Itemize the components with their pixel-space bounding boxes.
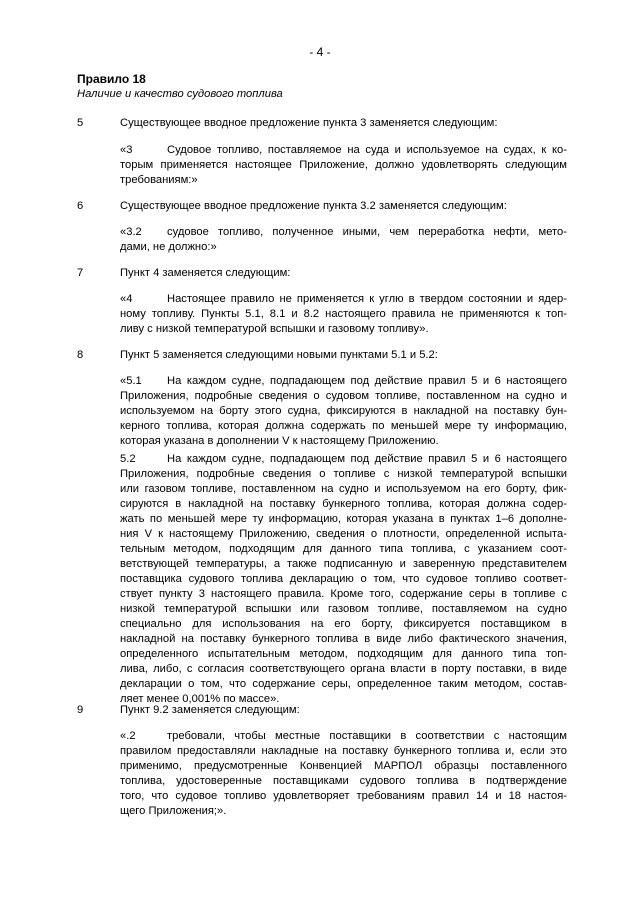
quote-line: тельным методом, подходящим для данного типа топлива, с указанием соот- — [120, 543, 567, 555]
quote-line: 5.2 На каждом судне, подпадающем под действие правил 5 и 6 настоящего — [120, 453, 567, 465]
quote-label: «3.2 — [120, 226, 142, 238]
item-number: 7 — [77, 267, 84, 279]
item-number: 9 — [77, 704, 84, 716]
quote-label: 5.2 — [120, 453, 136, 465]
quote-line: применимо, предусмотренные Конвенцией МАРПОЛ образцы поставленного — [120, 760, 567, 772]
quote-line: ливу с низкой температурой вспышки и газовому топливу». — [120, 323, 429, 335]
quote-block — [120, 292, 567, 337]
item-number: 6 — [77, 200, 84, 212]
quote-label: «5.1 — [120, 375, 142, 387]
quote-line: жать по меньшей мере ту информацию, которая указана в пунктах 1–6 дополне- — [120, 513, 567, 525]
quote-label: «.2 — [120, 730, 136, 742]
quote-label: «3 — [120, 144, 133, 156]
quote-line: «5.1 На каждом судне, подпадающем под действие правил 5 и 6 настоящего — [120, 375, 567, 387]
quote-line: определенного испытательным методом, подходящим для данного типа топ- — [120, 648, 567, 660]
quote-line: или газовом топливе, поставленном на судно и используемом на его борту, фик- — [120, 483, 567, 495]
quote-line: правилом предоставляли накладные на поставку бункерного топлива и, если это — [120, 745, 567, 757]
quote-line: Приложения, подробные сведения о топливе с низкой температурой вспышки — [120, 468, 567, 480]
item-intro: Пункт 5 заменяется следующими новыми пунктами 5.1 и 5.2: — [120, 349, 438, 361]
quote-line: декларации о том, что содержание серы, определенное таким методом, состав- — [120, 678, 567, 690]
quote-line: Приложения, подробные сведения о судовом топливе, поставленном на судно и — [120, 390, 567, 402]
quote-line: специально для использования на его борту, фиксируется поставщиком в — [120, 618, 567, 630]
quote-block — [120, 143, 567, 188]
item-intro: Существующее вводное предложение пункта 3.2 заменяется следующим: — [120, 200, 507, 212]
quote-line: низкой температурой вспышки или газовом топливе, поставляемом на судно — [120, 603, 567, 615]
rule-title: Правило 18 — [77, 72, 146, 86]
quote-line: торым применяется настоящее Приложение, должно удовлетворять следующим — [120, 159, 567, 171]
quote-line: накладной на поставку бункерного топлива в виде либо фактического значения, — [120, 633, 567, 645]
item-number: 8 — [77, 349, 84, 361]
quote-line: требованиям:» — [120, 174, 198, 186]
quote-block — [120, 729, 567, 819]
quote-line: того, что судовое топливо удовлетворяет требованиям правил 14 и 18 настоя- — [120, 790, 567, 802]
quote-label: «4 — [120, 293, 133, 305]
item-number: 5 — [77, 117, 84, 129]
quote-line: дами, не должно:» — [120, 241, 217, 253]
quote-line: ния V к настоящему Приложению, сведения о плотности, определенной испыта- — [120, 528, 567, 540]
quote-line: «3.2 судовое топливо, полученное иными, чем переработка нефти, мето- — [120, 226, 567, 238]
quote-block — [120, 452, 567, 707]
quote-line: ствует пункту 3 настоящего правила. Кроме того, содержание серы в топливе с — [120, 588, 567, 600]
quote-line: сируются в накладной на поставку бункерного топлива, которая должна содер- — [120, 498, 567, 510]
item-intro: Существующее вводное предложение пункта 3 заменяется следующим: — [120, 117, 498, 129]
quote-line: лива, либо, с согласия соответствующего органа власти в порту поставки, в виде — [120, 663, 567, 675]
quote-block — [120, 374, 567, 449]
item-intro: Пункт 4 заменяется следующим: — [120, 267, 291, 279]
rule-subtitle: Наличие и качество судового топлива — [77, 88, 283, 100]
quote-block — [120, 225, 567, 255]
quote-line: ветствующей температуры, а также подписанную и заверенную представителем — [120, 558, 567, 570]
quote-line: керного топлива, которая должна содержать по меньшей мере ту информацию, — [120, 420, 567, 432]
quote-line: поставщика судового топлива декларацию о том, что судовое топливо соответ- — [120, 573, 567, 585]
quote-line: «3 Судовое топливо, поставляемое на суда и используемое на судах, к ко- — [120, 144, 567, 156]
quote-line: ному топливу. Пункты 5.1, 8.1 и 8.2 настоящего правила не применяются к топ- — [120, 308, 567, 320]
quote-line: «.2 требовали, чтобы местные поставщики в соответствии с настоящим — [120, 730, 567, 742]
quote-line: используемом на борту этого судна, фиксируются в накладной на поставку бун- — [120, 405, 567, 417]
quote-line: ляет менее 0,001% по массе». — [120, 693, 280, 705]
quote-line: которая указана в дополнении V к настоящему Приложению. — [120, 435, 439, 447]
quote-line: топлива, удостоверенные поставщиками судового топлива в подтверждение — [120, 775, 567, 787]
item-intro: Пункт 9.2 заменяется следующим: — [120, 704, 300, 716]
quote-line: щего Приложения;». — [120, 805, 227, 817]
page-number: - 4 - — [309, 45, 331, 59]
quote-line: «4 Настоящее правило не применяется к углю в твердом состоянии и ядер- — [120, 293, 567, 305]
